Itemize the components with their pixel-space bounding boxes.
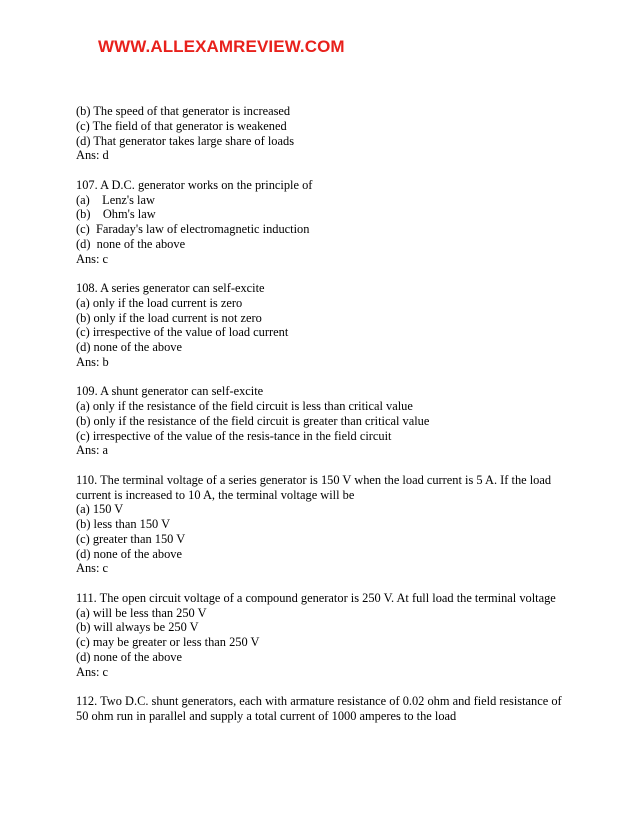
option-line: (a) only if the resistance of the field circuit is less than critical value bbox=[76, 399, 413, 413]
question-content bbox=[76, 104, 566, 724]
option-line: (b) will always be 250 V bbox=[76, 620, 199, 635]
answer-line: Ans: c bbox=[76, 251, 109, 266]
answer-line: Ans: c bbox=[76, 664, 109, 679]
option-line: (c) may be greater or less than 250 V bbox=[76, 635, 260, 649]
option-line: (b) only if the load current is not zero bbox=[76, 310, 262, 325]
site-url-header: WWW.ALLEXAMREVIEW.COM bbox=[98, 37, 345, 56]
question-107 bbox=[76, 178, 566, 267]
option-line: (b) less than 150 V bbox=[76, 517, 171, 531]
option-line: (c) greater than 150 V bbox=[76, 531, 186, 546]
option-line: (a) will be less than 250 V bbox=[76, 605, 207, 620]
option-line: (c) Faraday's law of electromagnetic induction bbox=[76, 222, 310, 236]
question-text: 107. A D.C. generator works on the principle of bbox=[76, 177, 313, 192]
question-text: 108. A series generator can self-excite bbox=[76, 281, 265, 295]
question-111 bbox=[76, 591, 566, 680]
question-109 bbox=[76, 384, 566, 458]
option-line: (d) none of the above bbox=[76, 546, 182, 561]
answer-line: Ans: b bbox=[76, 354, 109, 369]
question-text: 111. The open circuit voltage of a compound generator is 250 V. At full load the terminal voltage bbox=[76, 590, 556, 605]
intro-block bbox=[76, 104, 566, 163]
option-line: (a) 150 V bbox=[76, 502, 124, 517]
option-line: (d) That generator takes large share of loads bbox=[76, 133, 295, 148]
question-112 bbox=[76, 694, 566, 724]
option-line: (a) only if the load current is zero bbox=[76, 295, 243, 310]
option-line: (d) none of the above bbox=[76, 340, 182, 354]
spacer bbox=[76, 266, 566, 281]
question-108 bbox=[76, 281, 566, 370]
spacer bbox=[76, 576, 566, 591]
question-text: 110. The terminal voltage of a series generator is 150 V when the load current is 5 A. If the load current is increased to 10 A, the terminal voltage will be bbox=[76, 472, 552, 502]
question-text: 112. Two D.C. shunt generators, each with armature resistance of 0.02 ohm and field resistance of 50 ohm run in parallel and supply a total current of 1000 amperes to the load bbox=[76, 694, 562, 723]
option-line: (c) The field of that generator is weakened bbox=[76, 118, 287, 133]
answer-line: Ans: a bbox=[76, 443, 109, 458]
option-line: (b) The speed of that generator is increased bbox=[76, 104, 291, 118]
answer-line: Ans: c bbox=[76, 561, 109, 576]
spacer bbox=[76, 679, 566, 694]
option-line: (c) irrespective of the value of the resis-tance in the field circuit bbox=[76, 428, 392, 443]
spacer bbox=[76, 458, 566, 473]
option-line: (b) only if the resistance of the field circuit is greater than critical value bbox=[76, 413, 430, 428]
spacer bbox=[76, 163, 566, 178]
option-line: (c) irrespective of the value of load current bbox=[76, 325, 289, 340]
answer-line: Ans: d bbox=[76, 148, 109, 163]
option-line: (b) Ohm's law bbox=[76, 207, 156, 222]
option-line: (a) Lenz's law bbox=[76, 192, 155, 207]
option-line: (d) none of the above bbox=[76, 649, 182, 664]
question-110 bbox=[76, 473, 566, 576]
spacer bbox=[76, 370, 566, 385]
option-line: (d) none of the above bbox=[76, 236, 186, 251]
question-text: 109. A shunt generator can self-excite bbox=[76, 384, 264, 399]
